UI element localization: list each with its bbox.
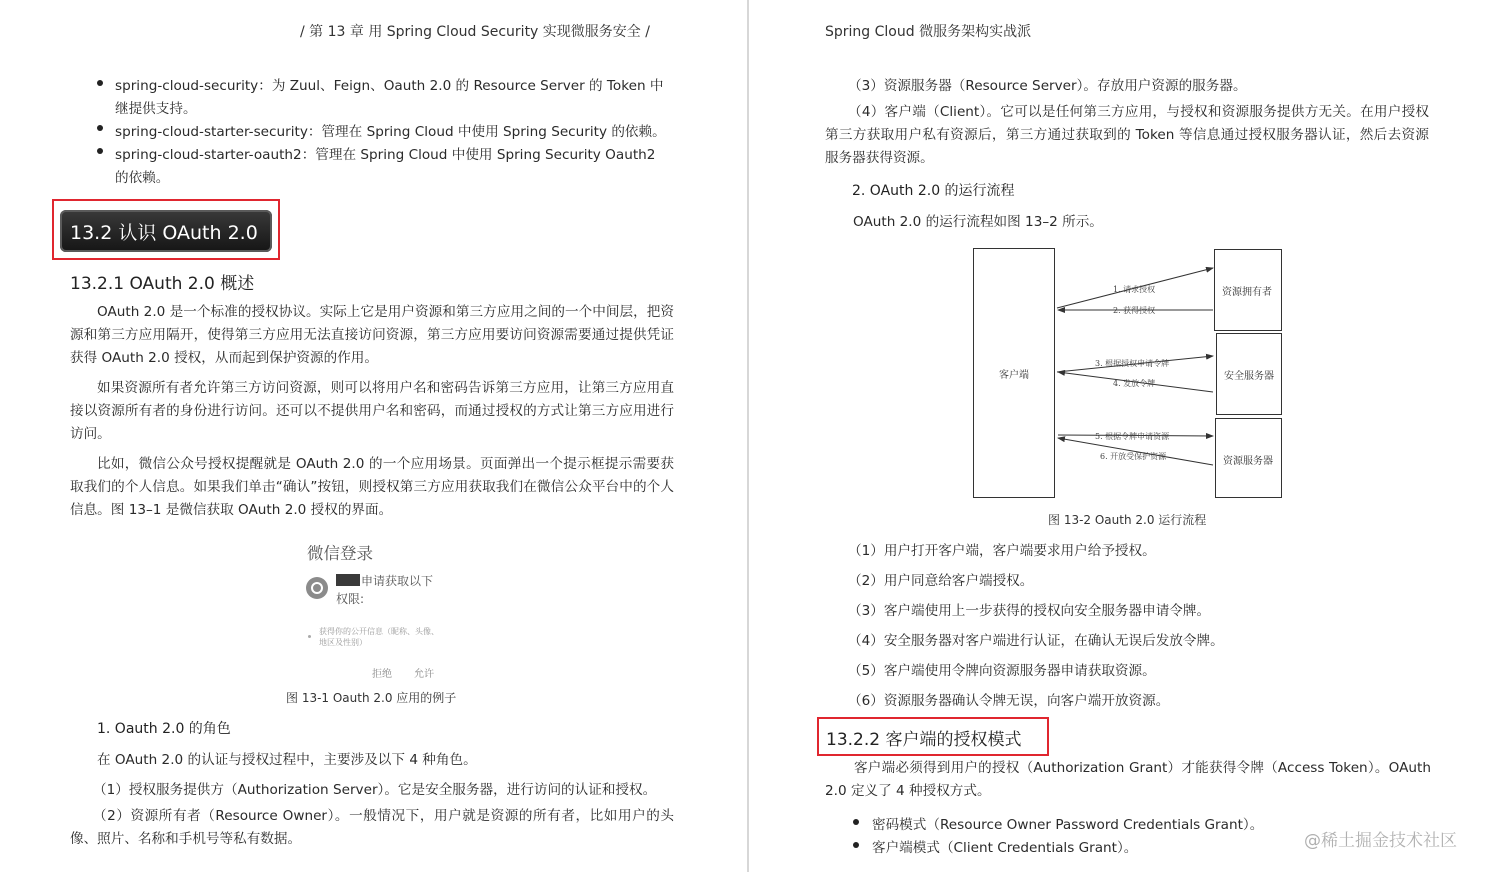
role-item: （3）资源服务器（Resource Server）。存放用户资源的服务器。	[848, 78, 1247, 94]
resource-server-box	[1215, 418, 1282, 498]
reject-button[interactable]: 拒绝	[372, 669, 392, 680]
bullet-dot	[853, 842, 859, 848]
figure-caption: 图 13-2 Oauth 2.0 运行流程	[1048, 513, 1207, 527]
resource-server-label: 资源服务器	[1223, 456, 1273, 467]
roles-heading: 1. Oauth 2.0 的角色	[97, 721, 231, 737]
auth-server-box	[1216, 333, 1282, 415]
step-label: 3. 根据授权申请令牌	[1095, 359, 1170, 368]
running-head-left: / 第 13 章 用 Spring Cloud Security 实现微服务安全 /	[300, 24, 650, 40]
paragraph: 比如，微信公众号授权提醒就是 OAuth 2.0 的一个应用场景。页面弹出一个提示框提示需要获取我们的个人信息。如果我们单击“确认”按钮，则授权第三方应用获取我们在微信公众平台中的个人信息。图 13–1 是微信获取 OAuth 2.0 授权的界面。	[70, 456, 674, 518]
roles-intro: 在 OAuth 2.0 的认证与授权过程中，主要涉及以下 4 种角色。	[97, 752, 477, 768]
grant-bullet: 客户端模式（Client Credentials Grant）。	[872, 840, 1138, 856]
permission-item: 获得你的公开信息（昵称、头像、地区及性别）	[319, 627, 439, 647]
step-label: 2. 获得授权	[1113, 306, 1156, 315]
flow-arrows	[1055, 260, 1217, 480]
paragraph: OAuth 2.0 是一个标准的授权协议。实际上它是用户资源和第三方应用之间的一个中间层，把资源和第三方应用隔开，使得第三方应用无法直接访问资源，第三方应用要访问资源需要通过提供凭证获得 OAuth 2.0 授权，从而起到保护资源的作用。	[70, 304, 674, 366]
paragraph: 如果资源所有者允许第三方访问资源，则可以将用户名和密码告诉第三方应用，让第三方应用直接以资源所有者的身份进行访问。还可以不提供用户名和密码，而通过授权的方式让第三方应用进行访问。	[70, 380, 674, 442]
step-label: 4. 发放令牌	[1113, 379, 1156, 388]
bullet-text-cont: 的依赖。	[115, 170, 170, 186]
bullet-text-cont: 继提供支持。	[115, 101, 197, 117]
flow-step: （6）资源服务器确认令牌无误，向客户端开放资源。	[848, 693, 1170, 709]
bullet-dot	[97, 125, 103, 131]
redacted-app-name	[336, 574, 360, 586]
flow-step: （3）客户端使用上一步获得的授权向安全服务器申请令牌。	[848, 603, 1211, 619]
client-box	[973, 248, 1055, 498]
flow-step: （1）用户打开客户端，客户端要求用户给予授权。	[848, 543, 1156, 559]
resource-owner-label: 资源拥有者	[1222, 287, 1272, 298]
step-label: 1. 请求授权	[1113, 285, 1156, 294]
bullet-dot	[97, 148, 103, 154]
auth-server-label: 安全服务器	[1224, 371, 1274, 382]
subsection-title: 13.2.2 客户端的授权模式	[826, 730, 1022, 750]
running-head-right: Spring Cloud 微服务架构实战派	[825, 24, 1032, 40]
app-logo-icon	[306, 577, 328, 599]
bullet-dot	[853, 819, 859, 825]
bullet-text: spring-cloud-starter-oauth2：管理在 Spring Cloud 中使用 Spring Security Oauth2	[115, 147, 656, 163]
wechat-login-title: 微信登录	[307, 544, 373, 563]
flow-heading: 2. OAuth 2.0 的运行流程	[852, 183, 1015, 199]
permission-bullet-icon	[308, 635, 311, 638]
permission-request-text-cont: 权限:	[336, 592, 365, 606]
role-item: （1）授权服务提供方（Authorization Server）。它是安全服务器，进行访问的认证和授权。	[93, 782, 657, 798]
section-title-banner	[60, 210, 272, 252]
client-label: 客户端	[999, 370, 1029, 381]
flow-step: （5）客户端使用令牌向资源服务器申请获取资源。	[848, 663, 1156, 679]
flow-step: （4）安全服务器对客户端进行认证，在确认无误后发放令牌。	[848, 633, 1224, 649]
section-title: 13.2 认识 OAuth 2.0	[70, 222, 258, 244]
watermark: @稀土掘金技术社区	[1304, 831, 1457, 851]
step-label: 5. 根据令牌申请资源	[1095, 432, 1170, 441]
bullet-text: spring-cloud-security：为 Zuul、Feign、Oauth 2.0 的 Resource Server 的 Token 中	[115, 78, 664, 94]
permission-request-text: 申请获取以下	[361, 574, 434, 588]
flow-step: （2）用户同意给客户端授权。	[848, 573, 1034, 589]
role-item: （2）资源所有者（Resource Owner）。一般情况下，用户就是资源的所有者，比如用户的头像、照片、名称和手机号等私有数据。	[70, 808, 674, 847]
subsection-title: 13.2.1 OAuth 2.0 概述	[70, 274, 255, 294]
step-label: 6. 开放受保护资源	[1100, 452, 1167, 461]
figure-caption: 图 13-1 Oauth 2.0 应用的例子	[286, 691, 457, 705]
role-item: （4）客户端（Client）。它可以是任何第三方应用，与授权和资源服务提供方无关。在用户授权第三方获取用户私有资源后，第三方通过获取到的 Token 等信息通过授权服务器认证，然后去资源服务器获得资源。	[825, 104, 1429, 166]
bullet-dot	[97, 80, 103, 86]
resource-owner-box	[1214, 249, 1282, 331]
bullet-text: spring-cloud-starter-security：管理在 Spring Cloud 中使用 Spring Security 的依赖。	[115, 124, 666, 140]
flow-intro: OAuth 2.0 的运行流程如图 13–2 所示。	[853, 214, 1103, 230]
grant-bullet: 密码模式（Resource Owner Password Credentials Grant）。	[872, 817, 1264, 833]
allow-button[interactable]: 允许	[414, 669, 434, 680]
grant-intro: 客户端必须得到用户的授权（Authorization Grant）才能获得令牌（Access Token）。OAuth 2.0 定义了 4 种授权方式。	[825, 760, 1431, 799]
